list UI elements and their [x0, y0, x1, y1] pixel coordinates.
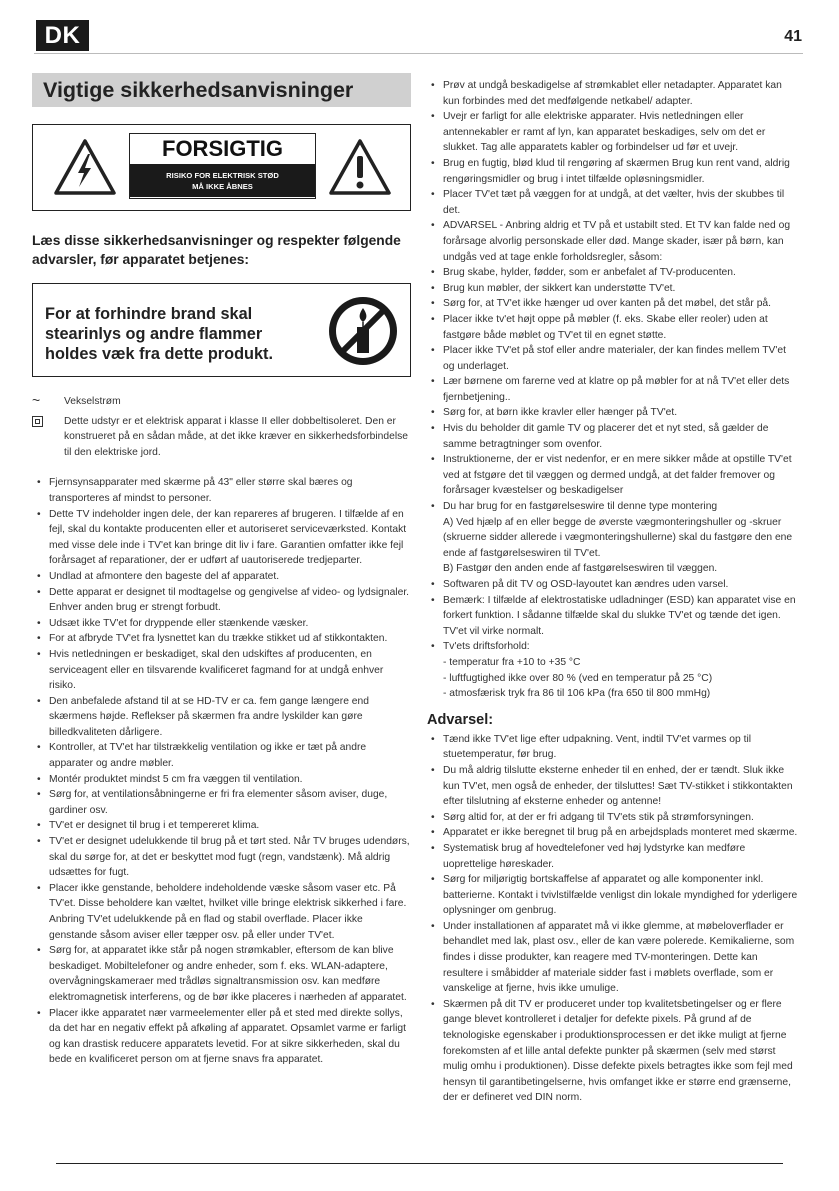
symbol-cell	[32, 414, 64, 461]
list-item: • Prøv at undgå beskadigelse af strømkablet eller netadapter. Apparatet kan kun forbindes med det medfølgende netkabel/ adapter.	[428, 78, 799, 109]
list-item: • Sørg for, at apparatet ikke står på nogen strømkabler, eftersom de kan blive beskadiget. Mobiltelefoner og andre enheder, som f. eks. WLAN-adaptere, overvågningskameraer med trådløs signaltransmission osv. kan medføre elektromagnetisk interferens, og de bør ikke placeres i nærheden af apparatet.	[34, 943, 411, 1005]
exclamation-warning-icon	[327, 137, 393, 197]
flame-warning-box	[32, 283, 411, 377]
list-item: • Sørg altid for, at der er fri adgang til TV'ets stik på strømforsyningen.	[428, 810, 799, 826]
safety-list-left	[32, 475, 411, 1068]
symbol-description: Vekselstrøm	[64, 396, 121, 407]
list-item: • Lær børnene om farerne ved at klatre op på møbler for at nå TV'et eller dets fjernbetjening..	[428, 374, 799, 405]
list-item: • TV'et er designet udelukkende til brug på et tørt sted. Når TV bruges udendørs, skal du sørge for, at det er beskyttet mod fugt (regn, vandstænk). Må aldrig udsættes for fugt.	[34, 834, 411, 881]
list-item: • Du må aldrig tilslutte eksterne enheder til en enhed, der er tændt. Sluk ikke kun TV'et, men også de enheder, der tilsluttes! Sæt TV-stikket i stikkontakten efter tilslutning af eksterne enheder og antenne!	[428, 763, 799, 810]
list-item: • Brug kun møbler, der sikkert kan understøtte TV'et.	[428, 281, 799, 297]
list-item: • Undlad at afmontere den bageste del af apparatet.	[34, 569, 411, 585]
list-item: • Uvejr er farligt for alle elektriske apparater. Hvis netledningen eller antennekabler er ramt af lyn, kan apparatet beskadiges, selv om det er slukket. Tag alle apparatets kabler og forbindelser ud før et uvejr.	[428, 109, 799, 156]
safety-list-right	[427, 78, 799, 702]
list-item: • Skærmen på dit TV er produceret under top kvalitetsbetingelser og er flere gange blevet kontrolleret i detaljer for defekte pixels. På grund af de teknologiske egenskaber i produktionsprocessen er det ikke muligt at fjerne forekomsten af et lille antal defekte punkter på skærmen (selv med størst mulig omhu i produktionen). Disse defekte pixels betragtes ikke som fejl med hensyn til garantibetingelserne, hvis omfanget ikke er større end grænserne, der er defineret ved DIN norm.	[428, 997, 799, 1106]
ac-current-icon: ~	[32, 392, 41, 408]
caution-subtitle	[130, 164, 315, 197]
list-item: • Sørg for, at ventilationsåbningerne er fri fra elementer såsom aviser, duge, gardiner osv.	[34, 787, 411, 818]
list-item: • Apparatet er ikke beregnet til brug på en arbejdsplads monteret med skærme.	[428, 825, 799, 841]
list-item: • Hvis du beholder dit gamle TV og placerer det et nyt sted, så gælder de samme betragtninger som ovenfor.	[428, 421, 799, 452]
flame-warning-text: For at forhindre brand skal stearinlys og andre flammer holdes væk fra dette produkt.	[45, 305, 273, 363]
warning-heading: Advarsel:	[427, 711, 494, 728]
list-item: • Montér produktet mindst 5 cm fra væggen til ventilation.	[34, 772, 411, 788]
list-item: • Udsæt ikke TV'et for dryppende eller stænkende væsker.	[34, 616, 411, 632]
list-item	[32, 394, 411, 410]
list-item: • Tv'ets driftsforhold: - temperatur fra +10 to +35 °C - luftfugtighed ikke over 80 % (ved en temperatur på 25 °C) - atmosfærisk tryk fra 86 til 106 kPa (fra 650 til 800 mmHg)	[428, 639, 799, 701]
no-candle-icon	[326, 294, 400, 368]
list-item: • Tænd ikke TV'et lige efter udpakning. Vent, indtil TV'et varmes op til stuetemperatur, før brug.	[428, 732, 799, 763]
list-item: • Instruktionerne, der er vist nedenfor, er en mere sikker måde at opstille TV'et ved at fstgøre det til væggen og dermed undgå, at det falder fremover og forårsager kvæstelser og beskadigelser	[428, 452, 799, 499]
right-column	[427, 78, 799, 1106]
list-item: • Systematisk brug af hovedtelefoner ved høj lydstyrke kan medføre uoprettelige høreskader.	[428, 841, 799, 872]
section-title-text: Vigtige sikkerhedsanvisninger	[43, 77, 354, 102]
list-item: • Placer ikke genstande, beholdere indeholdende væske såsom vaser etc. På TV'et. Disse beholdere kan væltet, hvilket ville bringe elektrisk sikkerhed i fare. Anbring TV'et udelukkende på en flad og stabil overflade. Placer ikke genstande såsom aviser eller tæpper osv. på eller under TV'et.	[34, 881, 411, 943]
list-item: • Softwaren på dit TV og OSD-layoutet kan ændres uden varsel.	[428, 577, 799, 593]
list-item: • Sørg for miljørigtig bortskaffelse af apparatet og alle komponenter inkl. batterierne. Kontakt i tvivlstilfælde venligst din lokale myndighed for yderligere oplysninger om genbrug.	[428, 872, 799, 919]
intro-text: Læs disse sikkerhedsanvisninger og respekter følgende advarsler, før apparatet betjenes:	[32, 233, 401, 267]
list-item: • Under installationen af apparatet må vi ikke glemme, at møbeloverflader er behandlet med lak, plast osv., eller de kan være polerede. Kemikalierne, som findes i disse produkter, kan reagere med TV-monteringen. Dette kan resultere i småbidder af materiale sidder fast i møblets overflade, som er vanskelige at fjerne, hvis ikke umulige.	[428, 919, 799, 997]
list-item: • For at afbryde TV'et fra lysnettet kan du trække stikket ud af stikkontakten.	[34, 631, 411, 647]
header-divider	[34, 53, 803, 54]
list-item: • Sørg for, at TV'et ikke hænger ud over kanten på det møbel, det står på.	[428, 296, 799, 312]
list-item: • Sørg for, at børn ikke kravler eller hænger på TV'et.	[428, 405, 799, 421]
electric-shock-warning-icon	[52, 137, 118, 197]
list-item: • Hvis netledningen er beskadiget, skal den udskiftes af producenten, en serviceagent eller en tilsvarende kvalificeret fagmand for at undgå enhver risiko.	[34, 647, 411, 694]
list-item: • Placer ikke TV'et på stof eller andre materialer, der kan findes mellem TV'et og underlaget.	[428, 343, 799, 374]
caution-center-panel	[129, 133, 316, 199]
list-item: • Kontroller, at TV'et har tilstrækkelig ventilation og ikke er tæt på andre apparater og andre møbler.	[34, 740, 411, 771]
list-item: • TV'et er designet til brug i et tempereret klima.	[34, 818, 411, 834]
page-number: 41	[784, 28, 802, 45]
language-tab	[36, 20, 89, 51]
list-item: • Du har brug for en fastgørelseswire til denne type montering A) Ved hjælp af en eller begge de øverste vægmonteringshuller og -skruer (skruerne sidder allerede i vægmonteringshullerne) skal du fastgøre den ene ende af fastgørelseswiren til TV'et. B) Fastgør den anden ende af fastgørelseswiren til væggen.	[428, 499, 799, 577]
list-item: • Bemærk: I tilfælde af elektrostatiske udladninger (ESD) kan apparatet vise en forkert funktion. I sådanne tilfælde skal du slukke TV'et og tænde det igen. TV'et vil virke normalt.	[428, 593, 799, 640]
list-item: • Dette TV indeholder ingen dele, der kan repareres af brugeren. I tilfælde af en fejl, skal du kontakte producenten eller et autoriseret serviceværksted. Kontakt med visse dele inde i TV'et kan bringe dit liv i fare. Garantien omfatter ikke fejl forårsaget af reparationer, der er udført af uautoriserede tredjeparter.	[34, 507, 411, 569]
list-item: • Den anbefalede afstand til at se HD-TV er ca. fem gange længere end skærmens højde. Reflekser på skærmen fra andre lyskilder kan gøre billedkvaliteten dårligere.	[34, 694, 411, 741]
list-item	[32, 414, 411, 461]
list-item: • Fjernsynsapparater med skærme på 43" eller større skal bæres og transporteres af mindst to personer.	[34, 475, 411, 506]
list-item: • Dette apparat er designet til modtagelse og gengivelse af video- og lydsignaler. Enhver anden brug er strengt forbudt.	[34, 585, 411, 616]
language-code: DK	[44, 21, 81, 49]
caution-subtitle-line1: RISIKO FOR ELEKTRISK STØD	[166, 170, 279, 180]
list-item: • Placer TV'et tæt på væggen for at undgå, at det vælter, hvis der skubbes til det.	[428, 187, 799, 218]
list-item: • Placer ikke tv'et højt oppe på møbler (f. eks. Skabe eller reoler) uden at fastgøre både møblet og TV'et til en egnet støtte.	[428, 312, 799, 343]
list-item: • ADVARSEL - Anbring aldrig et TV på et ustabilt sted. Et TV kan falde ned og forårsage alvorlig personskade eller død. Mange skader, især på børn, kan undgås ved at tage enkle forholdsregler, såsom:	[428, 218, 799, 265]
symbol-description: Dette udstyr er et elektrisk apparat i klasse II eller dobbeltisoleret. Den er konstrueret på en sådan måde, at det ikke kræver en sikkerhedsforbindelse til den elektriske jord.	[64, 415, 408, 458]
symbol-legend	[32, 394, 411, 460]
caution-label	[32, 124, 411, 211]
warning-list	[427, 732, 799, 1106]
list-item: • Brug en fugtig, blød klud til rengøring af skærmen Brug kun rent vand, aldrig rengøringsmidler og brug i intet tilfælde opløsningsmidler.	[428, 156, 799, 187]
left-column	[32, 73, 411, 1068]
list-item: • Placer ikke apparatet nær varmeelementer eller på et sted med direkte sollys, da det har en negativ effekt på afkøling af apparatet. Opsamlet varme er farligt og kan drastisk reducere apparatets levetid. For at sikre sikkerheden, skal du bede en kvalificeret person om at fjerne snavs fra apparatet.	[34, 1006, 411, 1068]
section-title	[32, 73, 411, 107]
class-ii-double-insulation-icon	[32, 416, 43, 427]
caution-title: FORSIGTIG	[162, 136, 283, 161]
list-item: • Brug skabe, hylder, fødder, som er anbefalet af TV-producenten.	[428, 265, 799, 281]
caution-subtitle-line2: MÅ IKKE ÅBNES	[192, 181, 253, 191]
footer-divider	[56, 1163, 783, 1164]
